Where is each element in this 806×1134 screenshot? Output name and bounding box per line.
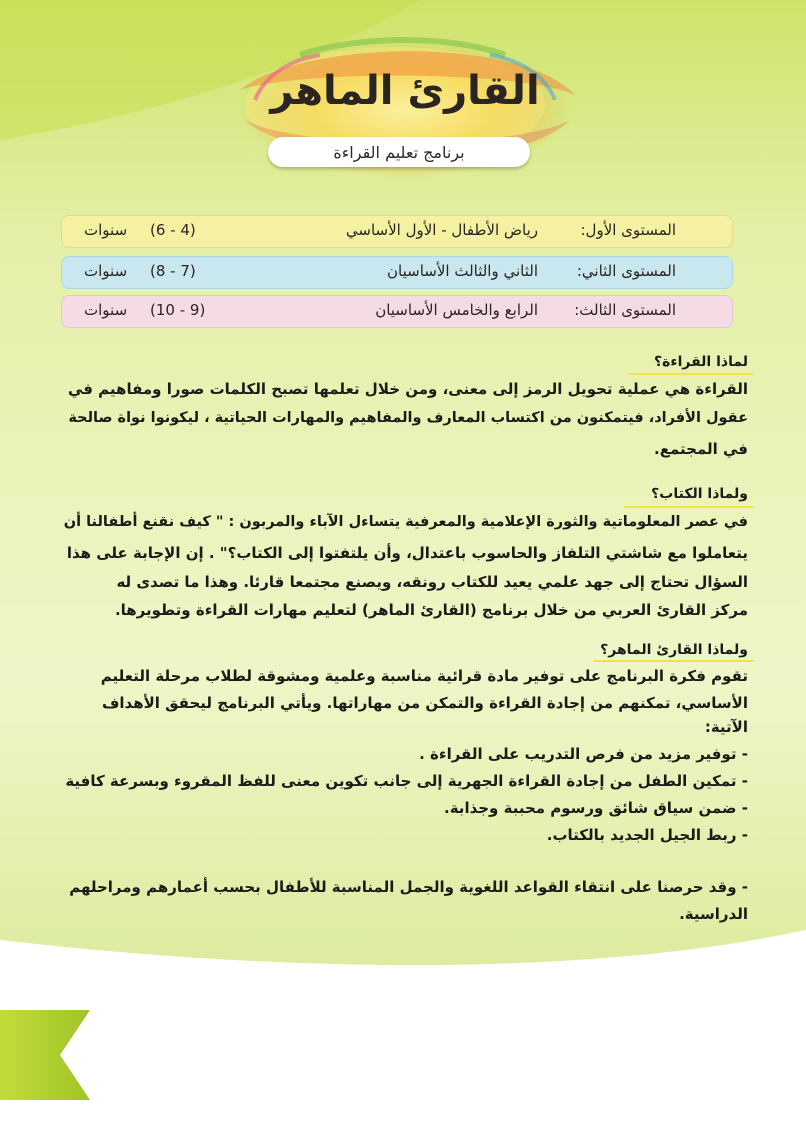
level-description: الثاني والثالث الأساسيان xyxy=(387,262,538,280)
program-title: القارئ الماهر xyxy=(270,68,540,114)
level-row-1 xyxy=(61,215,733,248)
level-age-unit: سنوات xyxy=(84,221,128,239)
closing-line: - وقد حرصنا على انتقاء القواعد اللغوية والجمل المناسبة للأطفال بحسب أعمارهم ومراحلهم xyxy=(69,878,748,896)
paragraph-line: الأساسي، تمكنهم من إجادة القراءة والتمكن من مهاراتها. ويأتي البرنامج ليحقق الأهداف xyxy=(101,694,748,712)
program-subtitle: برنامج تعليم القراءة xyxy=(333,142,465,162)
paragraph-line: في عصر المعلوماتية والثورة الإعلامية والمعرفية يتساءل الآباء والمربون : " كيف نقنع أطفالنا أن xyxy=(63,514,748,530)
heading-underline xyxy=(629,373,754,375)
paragraph-line: في المجتمع. xyxy=(654,440,748,458)
level-age-range: (4 - 6) xyxy=(150,221,196,239)
closing-line: الدراسية. xyxy=(679,905,748,923)
heading-underline xyxy=(594,660,754,662)
paragraph-line: يتعاملوا مع شاشتي التلفاز والحاسوب باعتدال، وأن يلتفتوا إلى الكتاب؟" . إن الإجابة على هذا xyxy=(66,544,748,562)
level-age-unit: سنوات xyxy=(84,262,128,280)
paragraph-line: السؤال تحتاج إلى جهد علمي يعيد للكتاب رونقه، ويصنع مجتمعا قارئا. وهذا ما تصدى له xyxy=(116,573,748,591)
paragraph-line: تقوم فكرة البرنامج على توفير مادة قرائية مناسبة وعلمية ومشوقة لطلاب مرحلة التعليم xyxy=(100,667,748,685)
goal-item: - ربط الجيل الجديد بالكتاب. xyxy=(546,826,748,844)
paragraph-line: مركز القارئ العربي من خلال برنامج (القارئ الماهر) لتعليم مهارات القراءة وتطويرها. xyxy=(114,601,748,619)
section-heading-why-reading: لماذا القراءة؟ xyxy=(654,354,748,370)
section-heading-why-skilled-reader: ولماذا القارئ الماهر؟ xyxy=(600,642,748,658)
level-row-3 xyxy=(61,295,733,328)
level-description: الرابع والخامس الأساسيان xyxy=(375,301,538,319)
level-age-unit: سنوات xyxy=(84,301,128,319)
level-age-range: (7 - 8) xyxy=(150,262,196,280)
level-row-2 xyxy=(61,256,733,289)
subtitle-pill xyxy=(268,137,530,167)
paragraph-line: الآتية: xyxy=(704,718,748,736)
level-name: المستوى الأول: xyxy=(580,221,676,239)
heading-underline xyxy=(624,506,754,508)
level-description: رياض الأطفال - الأول الأساسي xyxy=(345,221,538,239)
level-name: المستوى الثالث: xyxy=(574,301,676,319)
goal-item: - ضمن سياق شائق ورسوم محببة وجذابة. xyxy=(444,799,748,817)
level-name: المستوى الثاني: xyxy=(576,262,676,280)
goal-item: - توفير مزيد من فرص التدريب على القراءة . xyxy=(419,745,748,763)
level-age-range: (9 - 10) xyxy=(150,301,206,319)
paragraph-line: عقول الأفراد، فيتمكنون من اكتساب المعارف والمفاهيم والمهارات الحياتية ، ليكونوا نواة صالحة xyxy=(68,410,748,426)
paragraph-line: القراءة هي عملية تحويل الرمز إلى معنى، ومن خلال تعلمها تصبح الكلمات صورا ومفاهيم في xyxy=(67,380,748,398)
section-heading-why-book: ولماذا الكتاب؟ xyxy=(651,486,748,502)
goal-item: - تمكين الطفل من إجادة القراءة الجهرية إلى جانب تكوين معنى للفظ المقروء وبسرعة كافية xyxy=(65,772,748,790)
